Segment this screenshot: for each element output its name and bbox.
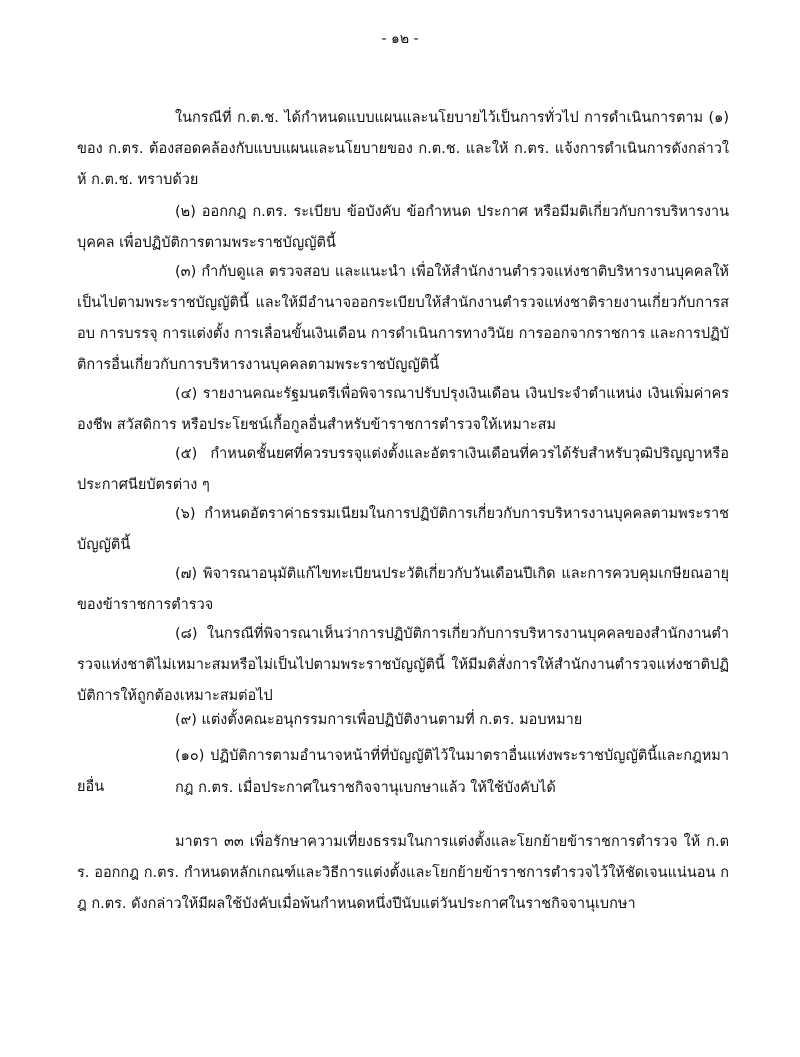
paragraph-item-5: (๕) กำหนดชั้นยศที่ควรบรรจุแต่งตั้งและอัตราเงินเดือนที่ควรได้รับสำหรับวุฒิปริญญาหรือประกาศนียบัตรต่าง ๆ bbox=[77, 445, 729, 493]
paragraph-item-2: (๒) ออกกฎ ก.ตร. ระเบียบ ข้อบังคับ ข้อกำหนด ประกาศ หรือมีมติเกี่ยวกับการบริหารงานบุคคล เพื่อปฏิบัติการตามพระราชบัญญัตินี้ bbox=[77, 203, 729, 251]
paragraph-item-9: (๙) แต่งตั้งคณะอนุกรรมการเพื่อปฏิบัติงานตามที่ ก.ตร. มอบหมาย bbox=[175, 711, 583, 728]
paragraph-item-10: (๑๐) ปฏิบัติการตามอำนาจหน้าที่ที่บัญญัติไว้ในมาตราอื่นแห่งพระราชบัญญัตินี้และกฎหมายอื่น bbox=[77, 747, 729, 795]
paragraph-section-33: มาตรา ๓๓ เพื่อรักษาความเที่ยงธรรมในการแต่งตั้งและโยกย้ายข้าราชการตำรวจ ให้ ก.ตร. ออกกฎ ก.ตร. กำหนดหลักเกณฑ์และวิธีการแต่งตั้งและโยกย้ายข้าราชการตำรวจไว้ให้ชัดเจนแน่นอน กฎ ก.ตร. ดังกล่าวให้มีผลใช้บังคับเมื่อพ้นกำหนดหนึ่งปีนับแต่วันประกาศในราชกิจจานุเบกษา bbox=[77, 833, 729, 912]
paragraph-item-8: (๘) ในกรณีที่พิจารณาเห็นว่าการปฏิบัติการเกี่ยวกับการบริหารงานบุคคลของสำนักงานตำรวจแห่งชาติไม่เหมาะสมหรือไม่เป็นไปตามพระราชบัญญัตินี้ ให้มีมติสั่งการให้สำนักงานตำรวจแห่งชาติปฏิบัติการให้ถูกต้องเหมาะสมต่อไป bbox=[77, 625, 729, 704]
page-number: - ๑๒ - bbox=[381, 31, 419, 47]
paragraph-item-7: (๗) พิจารณาอนุมัติแก้ไขทะเบียนประวัติเกี่ยวกับวันเดือนปีเกิด และการควบคุมเกษียณอายุของข้าราชการตำรวจ bbox=[77, 565, 729, 613]
paragraph-item-6: (๖) กำหนดอัตราค่าธรรมเนียมในการปฏิบัติการเกี่ยวกับการบริหารงานบุคคลตามพระราชบัญญัตินี้ bbox=[77, 505, 729, 553]
paragraph-item-4: (๔) รายงานคณะรัฐมนตรีเพื่อพิจารณาปรับปรุงเงินเดือน เงินประจำตำแหน่ง เงินเพิ่มค่าครองชีพ สวัสดิการ หรือประโยชน์เกื้อกูลอื่นสำหรับข้าราชการตำรวจให้เหมาะสม bbox=[77, 385, 729, 433]
paragraph-intro: ในกรณีที่ ก.ต.ช. ได้กำหนดแบบแผนและนโยบายไว้เป็นการทั่วไป การดำเนินการตาม (๑) ของ ก.ตร. ต้องสอดคล้องกับแบบแผนและนโยบายของ ก.ต.ช. และให้ ก.ตร. แจ้งการดำเนินการดังกล่าวให้ ก.ต.ช. ทราบด้วย bbox=[77, 109, 729, 188]
paragraph-item-3: (๓) กำกับดูแล ตรวจสอบ และแนะนำ เพื่อให้สำนักงานตำรวจแห่งชาติบริหารงานบุคคลให้เป็นไปตามพระราชบัญญัตินี้ และให้มีอำนาจออกระเบียบให้สำนักงานตำรวจแห่งชาติรายงานเกี่ยวกับการสอบ การบรรจุ การแต่งตั้ง การเลื่อนขั้นเงินเดือน การดำเนินการทางวินัย การออกจากราชการ และการปฏิบัติการอื่นเกี่ยวกับการบริหารงานบุคคลตามพระราชบัญญัตินี้ bbox=[77, 263, 729, 373]
paragraph-rule-effective: กฎ ก.ตร. เมื่อประกาศในราชกิจจานุเบกษาแล้ว ให้ใช้บังคับได้ bbox=[175, 779, 556, 796]
